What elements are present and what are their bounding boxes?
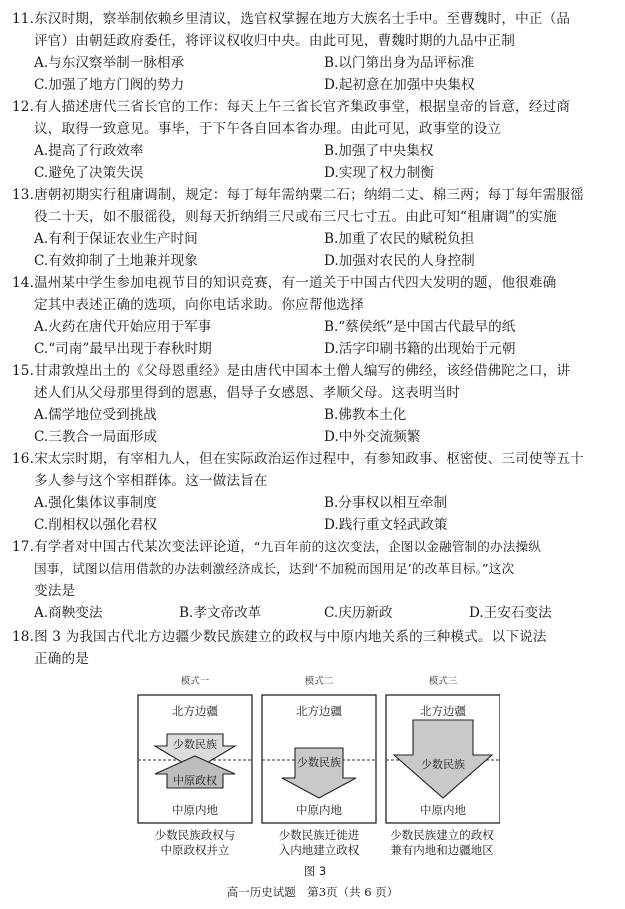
option-d: D.加强对农民的人身控制 [324, 253, 475, 269]
option-b: B.加强了中央集权 [324, 143, 434, 159]
mode-2-north: 北方边疆 [296, 704, 342, 718]
question-15 [12, 360, 614, 448]
page-footer: 高一历史试题 第3页（共 6 页） [226, 885, 399, 899]
mode-1-caption [135, 828, 255, 858]
mode-3-north: 北方边疆 [420, 704, 466, 718]
option-c: C.加强了地方门阀的势力 [34, 77, 185, 93]
options-row [12, 162, 614, 184]
mode-2-caption [259, 828, 379, 858]
mode-1-label: 模式一 [180, 676, 210, 687]
option-d: D.起初意在加强中央集权 [324, 77, 475, 93]
question-text: 议，取得一致意见。事毕，于下午各自回本省办理。由此可见，政事堂的设立 [34, 121, 502, 137]
option-c: C.削相权以强化君权 [34, 517, 157, 533]
option-c: C.“司南”最早出现于春秋时期 [34, 341, 212, 357]
quoted-text: “九百年前的这次变法，企图以金融管制的办法操纵 [253, 539, 542, 554]
option-a: A.儒学地位受到挑战 [34, 407, 157, 423]
mode-3-south: 中原内地 [420, 803, 466, 817]
question-17 [12, 536, 614, 624]
option-d: D.实现了权力制衡 [324, 165, 434, 181]
mode-3-caption [380, 828, 504, 858]
mode-3-minority: 少数民族 [421, 758, 465, 771]
option-b: B.佛教本土化 [324, 407, 407, 423]
mode-2-label: 模式二 [304, 676, 334, 687]
option-d: D.中外交流频繁 [324, 429, 421, 445]
option-b: B.以门第出身为品评标准 [324, 55, 475, 71]
question-text: 11.东汉时期，察举制依赖乡里清议，选官权掌握在地方大族名士手中。至曹魏时，中正（品 [12, 11, 571, 27]
options-row [12, 426, 614, 448]
option-d: D.活字印刷书籍的出现始于元朝 [324, 341, 516, 357]
options-row [12, 316, 614, 338]
caption-line: 少数民族政权与 [154, 828, 236, 842]
mode-1-central: 中原政权 [173, 774, 217, 787]
question-text: 述人们从父母那里得到的恩惠，倡导子女感恩、孝顺父母。这表明当时 [34, 385, 461, 401]
question-18 [12, 626, 614, 670]
question-text [12, 536, 614, 558]
caption-line: 少数民族迁徙进 [278, 828, 360, 842]
option-c: C.避免了决策失误 [34, 165, 144, 181]
mode-1-north: 北方边疆 [172, 704, 218, 718]
mode-1-minority: 少数民族 [173, 738, 217, 751]
options-row [12, 228, 614, 250]
mode-1-south: 中原内地 [172, 803, 218, 817]
question-text: 16.宋太宗时期，有宰相九人，但在实际政治运作过程中，有参知政事、枢密使、三司使等五十 [12, 451, 584, 467]
option-c: C.三教合一局面形成 [34, 429, 157, 445]
figure-number: 图 3 [303, 864, 327, 878]
options-row [12, 74, 614, 96]
question-12 [12, 96, 614, 184]
option-b: B.孝文帝改革 [179, 605, 262, 621]
question-text: 15.甘肃敦煌出土的《父母恩重经》是由唐代中国本土僧人编写的佛经，该经借佛陀之口，讲 [12, 363, 571, 379]
options-row [12, 492, 614, 514]
caption-line: 入内地建立政权 [278, 843, 360, 857]
question-14 [12, 272, 614, 360]
option-b: B.加重了农民的赋税负担 [324, 231, 475, 247]
options-row [12, 404, 614, 426]
option-d: D.王安石变法 [469, 605, 552, 621]
caption-line: 中原政权并立 [160, 843, 230, 857]
option-b: B.分事权以相互牵制 [324, 495, 448, 511]
option-a: A.强化集体议事制度 [34, 495, 157, 511]
options-row [12, 140, 614, 162]
question-text [12, 558, 614, 580]
question-text: 13.唐朝初期实行租庸调制，规定：每丁每年需纳粟二石；纳绢二丈、棉三两；每丁每年需服徭 [12, 187, 584, 203]
option-a: A.提高了行政效率 [34, 143, 144, 159]
question-text: 12.有人描述唐代三省长官的工作：每天上午三省长官齐集政事堂，根据皇帝的旨意，经过商 [12, 99, 571, 115]
question-text: 定其中表述正确的选项，向你电话求助。你应帮他选择 [34, 297, 364, 313]
caption-line: 少数民族建立的政权 [390, 828, 494, 842]
question-text: 正确的是 [34, 651, 89, 667]
question-13 [12, 184, 614, 272]
option-a: A.与东汉察举制一脉相承 [34, 55, 185, 71]
question-text: 变法是 [34, 583, 76, 599]
question-11 [12, 8, 614, 96]
option-a: A.有利于保证农业生产时间 [34, 231, 198, 247]
question-text: 役二十天，如不服徭役，则每天折纳绢三尺或布三尺七寸五。由此可知“租庸调”的实施 [34, 209, 557, 225]
question-16 [12, 448, 614, 536]
question-text: 14.温州某中学生参加电视节目的知识竞赛，有一道关于中国古代四大发明的题，他很难确 [12, 275, 557, 291]
options-row [12, 250, 614, 272]
quoted-text: 国事，试图以信用借款的办法刺激经济成长，达到‘不加税而国用足’的改革目标。”这次 [34, 561, 515, 576]
mode-2-minority: 少数民族 [297, 756, 341, 769]
question-text: 评官）由朝廷政府委任，将评议权收归中央。由此可见，曹魏时期的九品中正制 [34, 33, 516, 49]
option-a: A.商鞅变法 [34, 605, 103, 621]
figure-3 [130, 670, 500, 900]
mode-3-label: 模式三 [428, 676, 458, 687]
mode-2-south: 中原内地 [296, 803, 342, 817]
option-a: A.火药在唐代开始应用于军事 [34, 319, 212, 335]
option-b: B.“蔡侯纸”是中国古代最早的纸 [324, 319, 516, 335]
caption-line: 兼有内地和边疆地区 [390, 843, 494, 857]
options-row [12, 514, 614, 536]
options-row [12, 52, 614, 74]
option-d: D.践行重文轻武政策 [324, 517, 448, 533]
question-text-lead: 17.有学者对中国古代某次变法评论道， [12, 539, 254, 555]
option-c: C.庆历新政 [324, 605, 393, 621]
options-row [12, 338, 614, 360]
question-text: 多人参与这个宰相群体。这一做法旨在 [34, 473, 268, 489]
option-c: C.有效抑制了土地兼并现象 [34, 253, 198, 269]
options-row [12, 602, 614, 624]
question-text: 18.图 3 为我国古代北方边疆少数民族建立的政权与中原内地关系的三种模式。以下说法 [12, 629, 547, 645]
